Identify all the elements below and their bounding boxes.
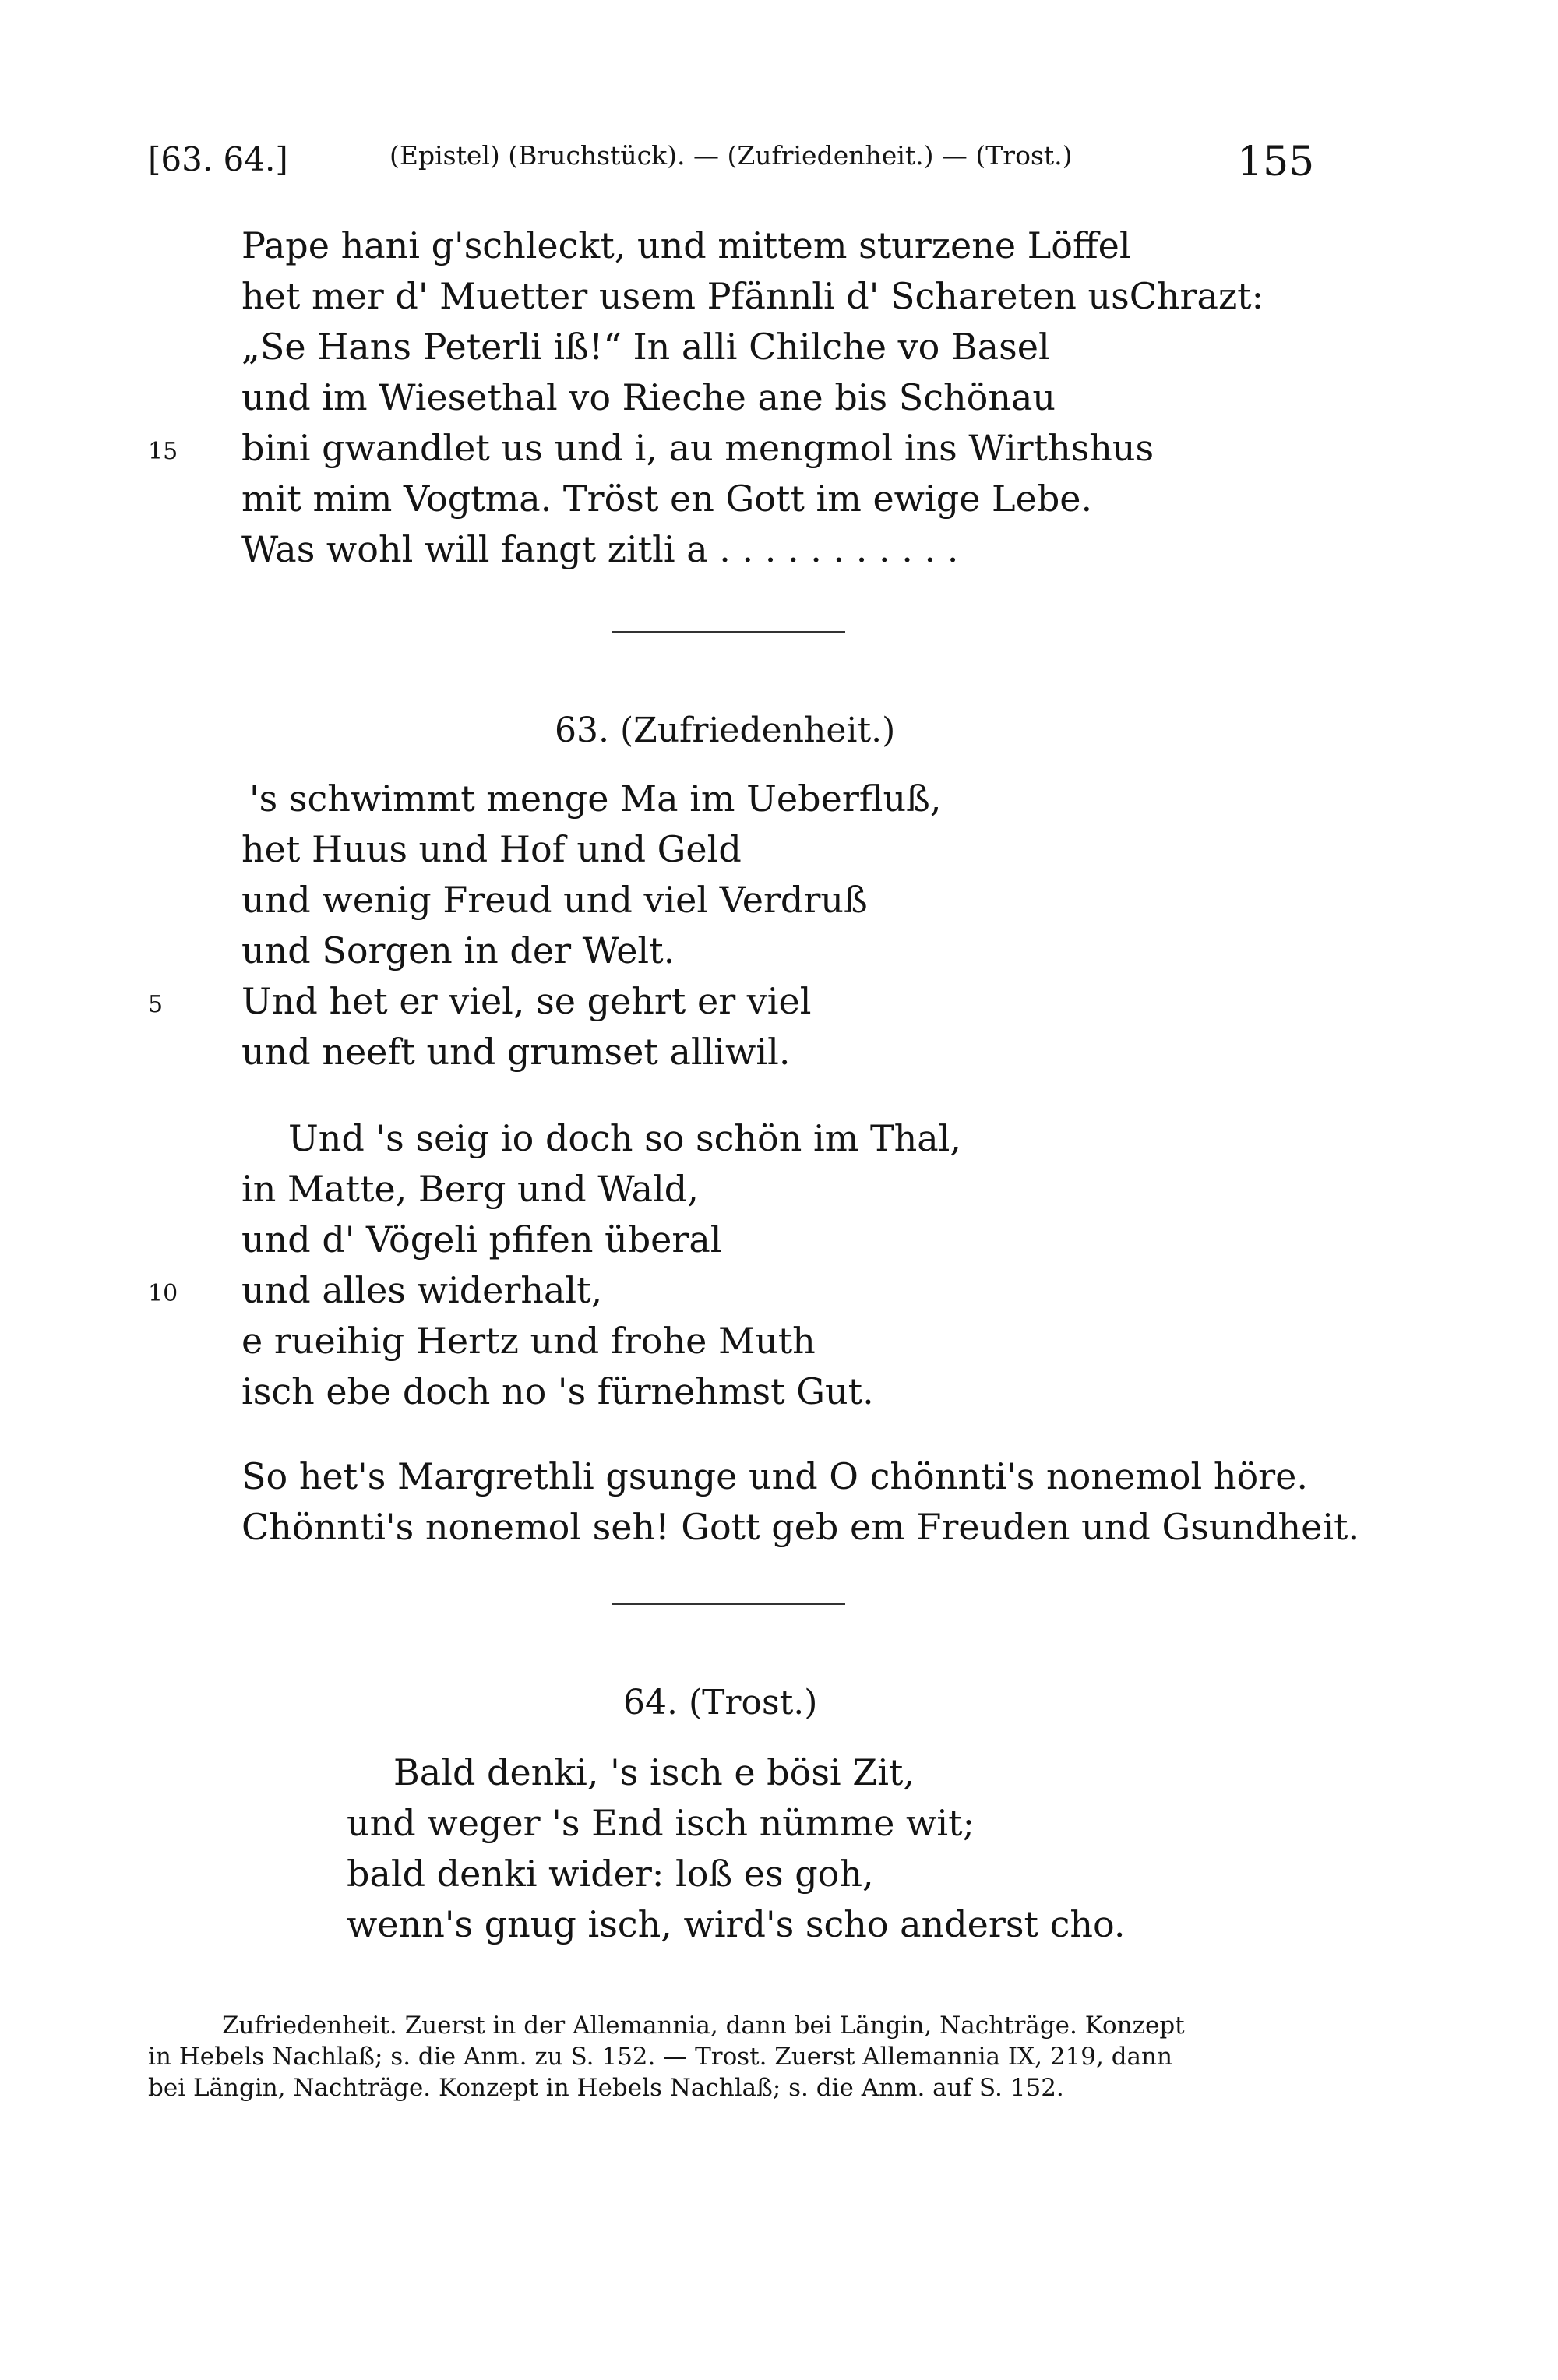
footnote-line: in Hebels Nachlaß; s. die Anm. zu S. 152. — Trost. Zuerst Allemannia IX, 219, dann [148, 2043, 1172, 2071]
fragment-line: Was wohl will fangt zitli a . . . . . . . . . . . [241, 528, 959, 570]
line-number: 5 [148, 991, 164, 1018]
poem-63-line: 's schwimmt menge Ma im Ueberfluß, [249, 777, 942, 820]
poem-63-line: und Sorgen in der Welt. [241, 929, 675, 971]
fragment-line: mit mim Vogtma. Tröst en Gott im ewige Lebe. [241, 478, 1093, 520]
footnote-line: Zufriedenheit. Zuerst in der Allemannia, dann bei Längin, Nachträge. Konzept [222, 2012, 1185, 2040]
poem-63-line: in Matte, Berg und Wald, [241, 1168, 699, 1210]
poem-64-line: wenn's gnug isch, wird's scho anderst cho. [347, 1903, 1126, 1945]
line-number: 10 [148, 1280, 178, 1307]
poem-63-line: und alles widerhalt, [241, 1269, 603, 1311]
fragment-line: bini gwandlet us und i, au mengmol ins Wirthshus [241, 427, 1154, 469]
poem-63-line: und d' Vögeli pfifen überal [241, 1218, 722, 1261]
poem-63-line: Und het er viel, se gehrt er viel [241, 980, 812, 1022]
poem-63-line: e rueihig Hertz und frohe Muth [241, 1320, 816, 1362]
footnote-line: bei Längin, Nachträge. Konzept in Hebels Nachlaß; s. die Anm. auf S. 152. [148, 2074, 1064, 2102]
fragment-line: und im Wiesethal vo Rieche ane bis Schönau [241, 376, 1056, 418]
poem-63-line: und wenig Freud und viel Verdruß [241, 879, 868, 921]
poem-63-line: het Huus und Hof und Geld [241, 828, 742, 870]
poem-63-closing-line: So het's Margrethli gsunge und O chönnti's nonemol höre. [241, 1455, 1308, 1497]
poem-64-line: Bald denki, 's isch e bösi Zit, [393, 1751, 915, 1793]
running-header-titles: (Epistel) (Bruchstück). — (Zufriedenheit.) — (Trost.) [390, 140, 1073, 171]
poem-64-line: bald denki wider: loß es goh, [347, 1853, 874, 1895]
page-number: 155 [1237, 139, 1315, 185]
section-divider [612, 631, 845, 633]
poem-63-line: Und 's seig io doch so schön im Thal, [288, 1117, 962, 1159]
line-number: 15 [148, 438, 178, 465]
fragment-line: „Se Hans Peterli iß!“ In alli Chilche vo Basel [241, 326, 1050, 368]
fragment-line: het mer d' Muetter usem Pfännli d' Schareten usChrazt: [241, 275, 1264, 317]
poem-64-line: und weger 's End isch nümme wit; [347, 1802, 975, 1844]
running-header-section-range: [63. 64.] [148, 140, 288, 178]
poem-64-title: 64. (Trost.) [623, 1683, 818, 1722]
poem-63-title: 63. (Zufriedenheit.) [555, 710, 896, 750]
poem-63-closing-line: Chönnti's nonemol seh! Gott geb em Freuden und Gsundheit. [241, 1506, 1360, 1548]
poem-63-line: isch ebe doch no 's fürnehmst Gut. [241, 1370, 874, 1412]
section-divider [612, 1603, 845, 1605]
poem-63-line: und neeft und grumset alliwil. [241, 1031, 791, 1073]
fragment-line: Pape hani g'schleckt, und mittem sturzene Löffel [241, 224, 1131, 266]
